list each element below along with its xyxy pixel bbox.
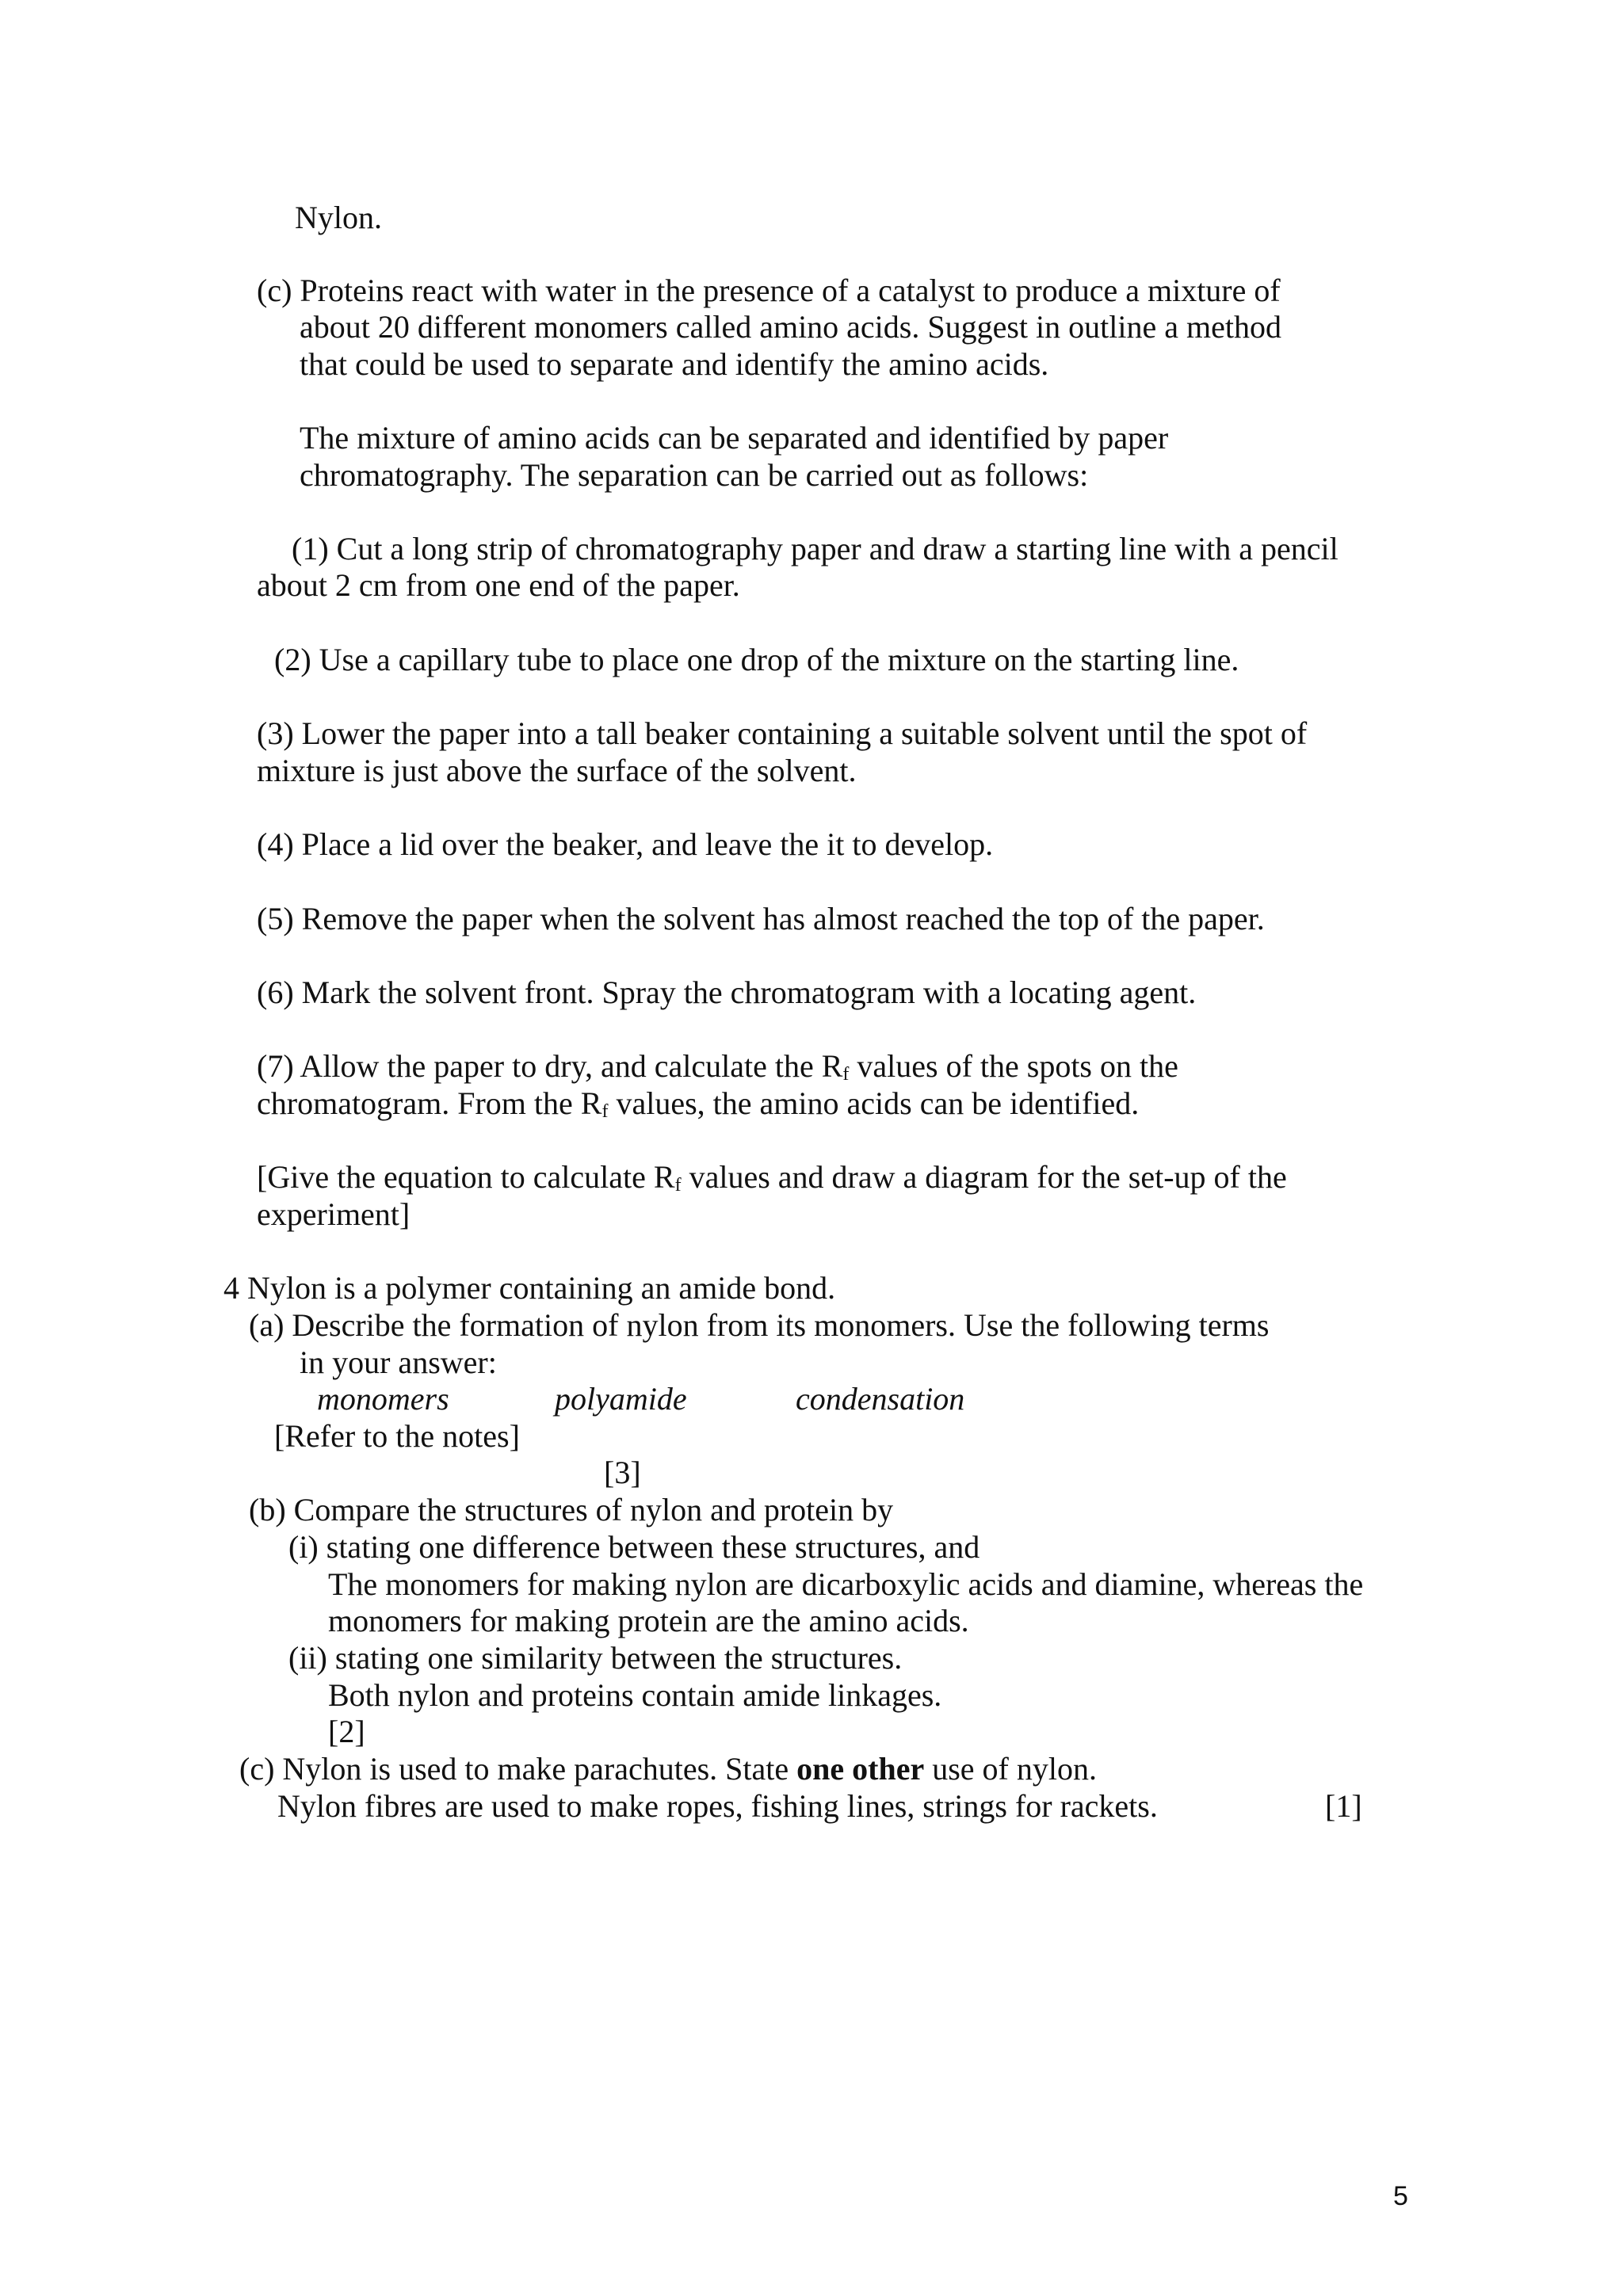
term-monomers: monomers (317, 1381, 449, 1417)
question-4-stem: 4 Nylon is a polymer containing an amide bond. (223, 1270, 836, 1306)
note-line-2: experiment] (257, 1196, 411, 1232)
term-condensation: condensation (796, 1381, 965, 1417)
previous-answer: Nylon. (295, 200, 382, 235)
refer-note: [Refer to the notes] (274, 1418, 520, 1454)
note-line-1 (257, 1159, 1287, 1196)
step-5: (5) Remove the paper when the solvent has almost reached the top of the paper. (257, 901, 1265, 936)
rf-subscript: f (674, 1175, 682, 1196)
question-4c-text-a: (c) Nylon is used to make parachutes. State (239, 1751, 797, 1787)
question-4a-line-2: in your answer: (300, 1344, 497, 1380)
marks-4b: [2] (328, 1714, 365, 1749)
page-number: 5 (1393, 2181, 1408, 2211)
question-4b-i: (i) stating one difference between these structures, and (288, 1529, 980, 1565)
step-3-line-1: (3) Lower the paper into a tall beaker containing a suitable solvent until the spot of (257, 715, 1308, 751)
answer-intro-line-1: The mixture of amino acids can be separated and identified by paper (300, 420, 1169, 456)
question-4b-ii: (ii) stating one similarity between the structures. (288, 1640, 903, 1676)
question-4c-text-b: use of nylon. (924, 1751, 1097, 1787)
answer-intro-line-2: chromatography. The separation can be carried out as follows: (300, 457, 1089, 493)
step-7-line-2 (257, 1085, 1139, 1122)
question-3c-line-2: about 20 different monomers called amino acids. Suggest in outline a method (300, 309, 1281, 345)
note-text-a: [Give the equation to calculate R (257, 1159, 675, 1195)
question-3c-line-3: that could be used to separate and identify the amino acids. (300, 346, 1049, 382)
step-7-text-b: values of the spots on the (849, 1048, 1178, 1084)
step-7-line-1 (257, 1048, 1178, 1085)
marks-4c: [1] (1325, 1788, 1362, 1824)
answer-4b-i-line-2: monomers for making protein are the amino acids. (328, 1603, 969, 1638)
note-text-b: values and draw a diagram for the set-up of the (681, 1159, 1287, 1195)
step-1-line-2: about 2 cm from one end of the paper. (257, 567, 740, 603)
question-4b-line-1: (b) Compare the structures of nylon and protein by (249, 1492, 894, 1527)
step-7-text-c: chromatogram. From the R (257, 1085, 602, 1121)
rf-subscript: f (601, 1101, 609, 1122)
question-4a-line-1: (a) Describe the formation of nylon from its monomers. Use the following terms (249, 1307, 1270, 1343)
step-7-text-a: (7) Allow the paper to dry, and calculate the R (257, 1048, 843, 1084)
step-7-text-d: values, the amino acids can be identified. (608, 1085, 1140, 1121)
question-4c (239, 1751, 1097, 1787)
term-polyamide: polyamide (555, 1381, 687, 1417)
question-4c-bold: one other (796, 1751, 925, 1787)
marks-4a: [3] (604, 1455, 641, 1490)
answer-4b-i-line-1: The monomers for making nylon are dicarboxylic acids and diamine, whereas the (328, 1566, 1364, 1602)
answer-4b-ii: Both nylon and proteins contain amide linkages. (328, 1677, 942, 1713)
step-6: (6) Mark the solvent front. Spray the chromatogram with a locating agent. (257, 974, 1197, 1010)
rf-subscript: f (842, 1064, 850, 1085)
step-4: (4) Place a lid over the beaker, and leave the it to develop. (257, 826, 994, 862)
step-2: (2) Use a capillary tube to place one drop of the mixture on the starting line. (274, 642, 1239, 677)
question-3c-line-1: (c) Proteins react with water in the presence of a catalyst to produce a mixture of (257, 273, 1281, 308)
answer-4c: Nylon fibres are used to make ropes, fishing lines, strings for rackets. (277, 1788, 1158, 1824)
step-1-line-1: (1) Cut a long strip of chromatography paper and draw a starting line with a pencil (292, 531, 1338, 566)
step-3-line-2: mixture is just above the surface of the solvent. (257, 753, 857, 788)
